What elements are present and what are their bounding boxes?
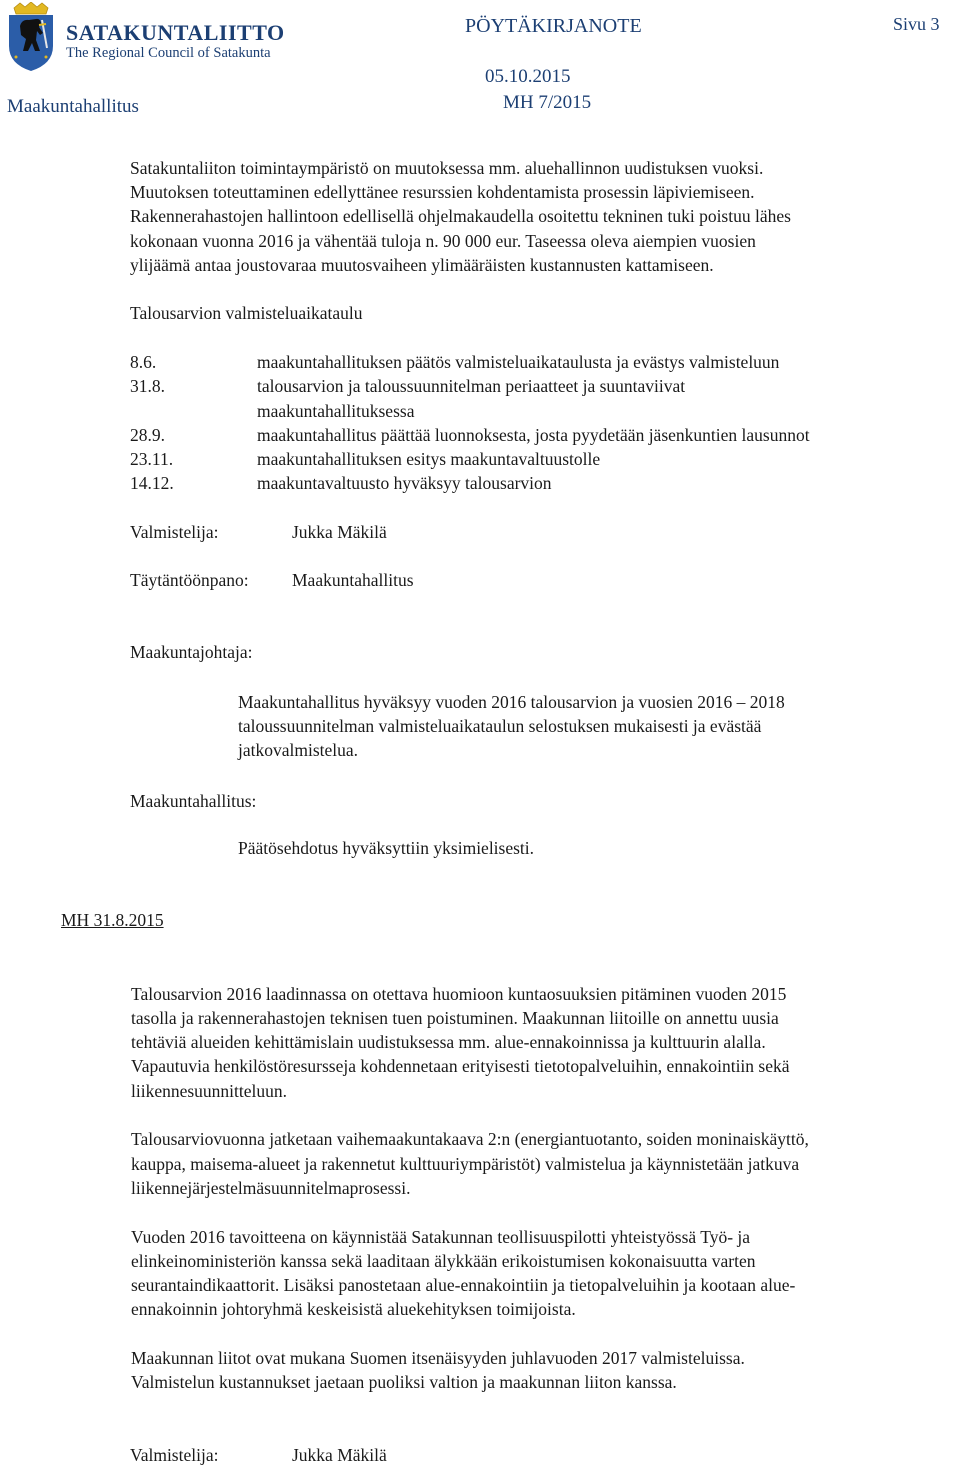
text-line: ennakoinnin johtoryhmä keskeisistä aluekehityksen toimijoista. <box>131 1299 576 1319</box>
schedule-text: maakuntahallituksen esitys maakuntavaltuustolle <box>257 449 601 469</box>
text-line: elinkeinoministeriön kanssa sekä laaditaan älykkään erikoistumisen kokonaisuutta varten <box>131 1251 756 1271</box>
document-type: PÖYTÄKIRJANOTE <box>465 15 642 37</box>
schedule-text: maakuntahallituksessa <box>257 401 415 421</box>
text-line: Maakunnan liitot ovat mukana Suomen itsenäisyyden juhlavuoden 2017 valmisteluissa. <box>131 1348 745 1368</box>
board-label: Maakuntahallitus: <box>130 791 257 811</box>
schedule-date: 28.9. <box>130 425 165 445</box>
schedule-text: maakuntavaltuusto hyväksyy talousarvion <box>257 473 552 493</box>
schedule-date: 14.12. <box>130 473 174 493</box>
text-line: ylijäämä antaa joustovaraa muutosvaiheen ylimääräisten kustannusten kattamiseen. <box>130 255 714 275</box>
preparer-name-bottom: Jukka Mäkilä <box>292 1445 387 1465</box>
section-reference: MH 31.8.2015 <box>61 910 164 930</box>
schedule-text: talousarvion ja taloussuunnitelman periaatteet ja suuntaviivat <box>257 376 686 396</box>
schedule-text: maakuntahallitus päättää luonnoksesta, josta pyydetään jäsenkuntien lausunnot <box>257 425 810 445</box>
organization-subtitle: The Regional Council of Satakunta <box>66 45 271 61</box>
document-date: 05.10.2015 <box>485 66 571 87</box>
schedule-text: maakuntahallituksen päätös valmisteluaikataulusta ja evästys valmisteluun <box>257 352 780 372</box>
decision-text: Päätösehdotus hyväksyttiin yksimielisesti. <box>238 838 535 858</box>
text-line: seurantaindikaattorit. Lisäksi panostetaan alue-ennakointiin ja tietopalveluihin ja kootaan alue- <box>131 1275 796 1295</box>
text-line: liikennejärjestelmäsuunnitelmaprosessi. <box>131 1178 411 1198</box>
director-label: Maakuntajohtaja: <box>130 642 253 662</box>
schedule-date: 23.11. <box>130 449 174 469</box>
text-line: Muutoksen toteuttaminen edellyttänee resurssien kohdentamista prosessin läpiviemiseen. <box>130 182 755 202</box>
organization-name: SATAKUNTALIITTO <box>66 20 285 45</box>
text-line: Rakennerahastojen hallintoon edellisellä ohjelmakaudella osoitettu tekninen tuki poistuu lähes <box>130 206 791 226</box>
body-name: Maakuntahallitus <box>7 96 139 117</box>
text-line: kokonaan vuonna 2016 ja vähentää tuloja n. 90 000 eur. Taseessa oleva aiempien vuosien <box>130 231 756 251</box>
text-line: jatkovalmistelua. <box>238 740 359 760</box>
preparer-label-bottom: Valmistelija: <box>130 1445 219 1465</box>
text-line: Satakuntaliiton toimintaympäristö on muutoksessa mm. aluehallinnon uudistuksen vuoksi. <box>130 158 764 178</box>
text-line: tasolla ja rakennerahastojen teknisen tuen poistuminen. Maakunnan liitoille on annettu uusia <box>131 1008 779 1028</box>
text-line: taloussuunnitelman valmisteluaikataulun selostuksen mukaisesti ja evästää <box>238 716 762 736</box>
text-line: Maakuntahallitus hyväksyy vuoden 2016 talousarvion ja vuosien 2016 – 2018 <box>238 692 785 712</box>
text-line: Talousarvion 2016 laadinnassa on otettava huomioon kuntaosuuksien pitäminen vuoden 2015 <box>131 984 787 1004</box>
preparer-name: Jukka Mäkilä <box>292 522 387 542</box>
schedule-date: 8.6. <box>130 352 157 372</box>
page-number: Sivu 3 <box>893 14 940 34</box>
meeting-reference: MH 7/2015 <box>503 92 592 113</box>
implementation-label: Täytäntöönpano: <box>130 570 249 590</box>
implementation-value: Maakuntahallitus <box>292 570 414 590</box>
schedule-heading: Talousarvion valmisteluaikataulu <box>130 303 363 323</box>
schedule-date: 31.8. <box>130 376 165 396</box>
text-line: Vuoden 2016 tavoitteena on käynnistää Satakunnan teollisuuspilotti yhteistyössä Työ- ja <box>131 1227 751 1247</box>
preparer-label: Valmistelija: <box>130 522 219 542</box>
coat-of-arms-icon <box>6 2 56 72</box>
text-line: liikennesuunnitteluun. <box>131 1081 288 1101</box>
text-line: Valmistelun kustannukset jaetaan puoliksi valtion ja maakunnan liiton kanssa. <box>131 1372 677 1392</box>
text-line: Vapautuvia henkilöstöresursseja kohdennetaan erityisesti tietotopalveluihin, ennakointiin sekä <box>131 1056 790 1076</box>
text-line: Talousarviovuonna jatketaan vaihemaakuntakaava 2:n (energiantuotanto, soiden moninaiskäyttö, <box>131 1129 809 1149</box>
text-line: tehtäviä alueiden kehittämislain uudistuksessa mm. alue-ennakoinnissa ja kulttuurin alalla. <box>131 1032 766 1052</box>
text-line: kauppa, maisema-alueet ja rakennetut kulttuuriympäristöt) valmistelua ja käynnistetään jatkuva <box>131 1154 800 1174</box>
